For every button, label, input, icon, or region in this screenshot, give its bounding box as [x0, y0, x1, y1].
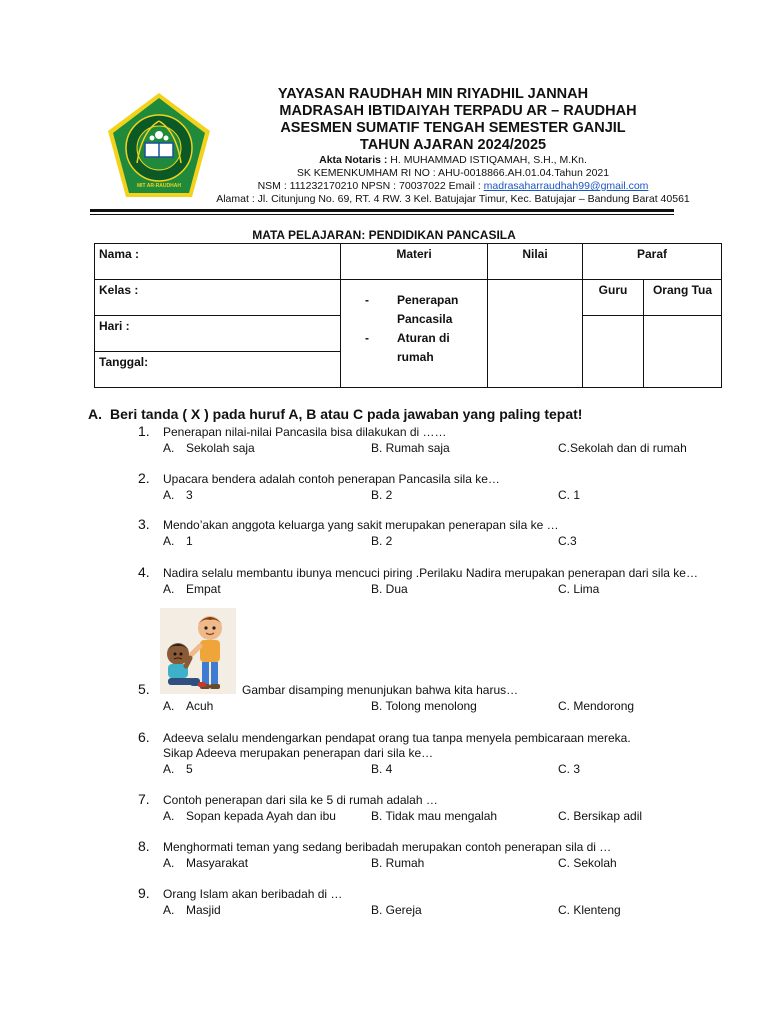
- guru-header: Guru: [583, 280, 644, 316]
- header-divider-thin: [90, 214, 674, 215]
- option-c[interactable]: C.3: [558, 534, 577, 548]
- header-divider-thick: [90, 209, 674, 212]
- materi-cell: [341, 280, 488, 388]
- option-a[interactable]: A. Masjid: [163, 903, 221, 917]
- option-a[interactable]: A. Empat: [163, 582, 221, 596]
- option-c[interactable]: C. Bersikap adil: [558, 809, 643, 823]
- option-c[interactable]: C. 3: [558, 762, 581, 776]
- question-text: Adeeva selalu mendengarkan pendapat orang tua tanpa menyela pembicaraan mereka.: [163, 731, 631, 745]
- option-b[interactable]: B. Rumah: [371, 856, 425, 870]
- section-letter: A.: [88, 406, 102, 422]
- question-text: Nadira selalu membantu ibunya mencuci piring .Perilaku Nadira merupakan penerapan dari sila ke…: [163, 566, 698, 580]
- guru-signature-cell[interactable]: [583, 316, 644, 388]
- school-name: MADRASAH IBTIDAIYAH TERPADU AR – RAUDHAH: [279, 103, 637, 119]
- section-instruction: A. Beri tanda ( X ) pada huruf A, B atau C pada jawaban yang paling tepat!: [88, 406, 583, 422]
- question-text: Orang Islam akan beribadah di …: [163, 887, 343, 901]
- option-b[interactable]: B. Tidak mau mengalah: [371, 809, 498, 823]
- sk-line: SK KEMENKUMHAM RI NO : AHU-0018866.AH.01.04.Tahun 2021: [296, 167, 610, 179]
- school-header: [218, 86, 688, 206]
- option-b[interactable]: B. 2: [371, 534, 393, 548]
- paraf-header: Paraf: [583, 244, 722, 280]
- option-a[interactable]: A. 3: [163, 488, 193, 502]
- orang-tua-header: Orang Tua: [644, 280, 722, 316]
- question-text: Contoh penerapan dari sila ke 5 di rumah adalah …: [163, 793, 438, 807]
- materi-item: - Aturan di rumah: [365, 329, 483, 367]
- option-b[interactable]: B. Gereja: [371, 903, 422, 917]
- option-c[interactable]: C.Sekolah dan di rumah: [558, 441, 687, 455]
- option-c[interactable]: C. Klenteng: [558, 903, 621, 917]
- option-b[interactable]: B. 4: [371, 762, 393, 776]
- option-a[interactable]: A. Acuh: [163, 699, 214, 713]
- logo-bottom-text: MIT AR-RAUDHAH: [137, 183, 181, 189]
- option-b[interactable]: B. Tolong menolong: [371, 699, 477, 713]
- student-info-table: [94, 243, 722, 388]
- kelas-field[interactable]: Kelas :: [95, 280, 341, 316]
- academic-year: TAHUN AJARAN 2024/2025: [359, 137, 547, 153]
- option-c[interactable]: C. 1: [558, 488, 581, 502]
- option-a[interactable]: A. 5: [163, 762, 193, 776]
- option-b[interactable]: B. 2: [371, 488, 393, 502]
- option-a[interactable]: A. Masyarakat: [163, 856, 249, 870]
- question-text: Mendo’akan anggota keluarga yang sakit merupakan penerapan sila ke …: [163, 518, 559, 532]
- option-b[interactable]: B. Rumah saja: [371, 441, 450, 455]
- question-text: Menghormati teman yang sedang beribadah merupakan contoh penerapan sila di …: [163, 840, 612, 854]
- nama-field[interactable]: Nama :: [95, 244, 341, 280]
- subject-title: MATA PELAJARAN: PENDIDIKAN PANCASILA: [252, 228, 516, 242]
- question-text: Penerapan nilai-nilai Pancasila bisa dilakukan di ……: [163, 425, 447, 439]
- notary-line: Akta Notaris : H. MUHAMMAD ISTIQAMAH, S.H., M.Kn.: [319, 154, 587, 166]
- hari-field[interactable]: Hari :: [95, 316, 341, 352]
- children-helping-illustration: [160, 608, 236, 694]
- option-a[interactable]: A. 1: [163, 534, 193, 548]
- orang-tua-signature-cell[interactable]: [644, 316, 722, 388]
- option-c[interactable]: C. Lima: [558, 582, 600, 596]
- question-text: Upacara bendera adalah contoh penerapan Pancasila sila ke…: [163, 472, 500, 486]
- materi-item: - Penerapan Pancasila: [365, 291, 483, 329]
- question-text-line-2: Sikap Adeeva merupakan penerapan dari sila ke…: [163, 746, 434, 760]
- tanggal-field[interactable]: Tanggal:: [95, 352, 341, 388]
- address-line: Alamat : Jl. Citunjung No. 69, RT. 4 RW. 3 Kel. Batujajar Timur, Kec. Batujajar – Bandung Barat 40561: [216, 193, 690, 205]
- email-link[interactable]: madrasaharraudhah99@gmail.com: [483, 180, 649, 192]
- school-logo: [104, 91, 214, 201]
- question-text: Gambar disamping menunjukan bahwa kita harus…: [242, 683, 519, 697]
- option-c[interactable]: C. Sekolah: [558, 856, 617, 870]
- option-b[interactable]: B. Dua: [371, 582, 408, 596]
- foundation-name: YAYASAN RAUDHAH MIN RIYADHIL JANNAH: [277, 86, 589, 102]
- materi-header: Materi: [341, 244, 488, 280]
- nsm-npsn-line: NSM : 111232170210 NPSN : 70037022 Email : madrasaharraudhah99@gmail.com: [257, 180, 649, 192]
- option-a[interactable]: A. Sekolah saja: [163, 441, 255, 455]
- option-c[interactable]: C. Mendorong: [558, 699, 635, 713]
- option-a[interactable]: A. Sopan kepada Ayah dan ibu: [163, 809, 336, 823]
- nilai-cell[interactable]: [488, 280, 583, 388]
- exam-title: ASESMEN SUMATIF TENGAH SEMESTER GANJIL: [280, 120, 626, 136]
- materi-list: [365, 291, 483, 367]
- nilai-header: Nilai: [488, 244, 583, 280]
